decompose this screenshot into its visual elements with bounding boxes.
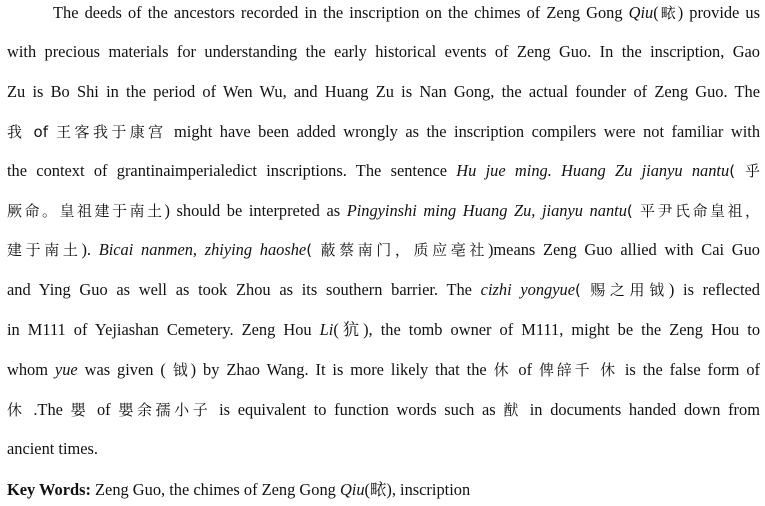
italic-term: Pingyinshi ming Huang Zu, jianyu nantu [346, 201, 627, 220]
keywords-text: Zeng Guo, the chimes of Zeng Gong [90, 480, 340, 499]
chinese-phrase: 嬰余孺小子 [118, 401, 212, 419]
text-run: )means Zeng Guo allied with Cai Guo [487, 240, 760, 259]
text-run: and Ying Guo as well as took Zhou as its southern barrier. The [7, 280, 481, 299]
chinese-phrase: 建于南土 [7, 241, 82, 259]
italic-term: cizhi yongyue [480, 280, 575, 299]
text-run: was given ( [77, 360, 173, 379]
abstract-line-12 [7, 437, 760, 461]
abstract-line-1 [53, 1, 760, 25]
keywords-text: (畩), inscription [364, 480, 471, 499]
text-run: The deeds of the ancestors recorded in the inscription on the chimes of Zeng Gong [53, 3, 629, 22]
text-run: ) is reflected [668, 280, 760, 299]
abstract-line-2 [7, 40, 760, 64]
text-run: the context of grantinaimperialedict inscriptions. The sentence [7, 161, 457, 180]
chinese-character: 畩 [658, 4, 678, 22]
text-run: ancient times. [7, 439, 99, 458]
chinese-phrase: ( 乎 [729, 162, 760, 180]
text-run: ) by Zhao Wang. It is more likely that the [190, 360, 494, 379]
text-run: might have been added wrongly as the inscription compilers were not familiar with [166, 122, 760, 141]
text-run: in M111 of Yejiashan Cemetery. Zeng Hou [7, 320, 320, 339]
italic-term: Hu jue ming. Huang Zu jianyu nantu [456, 161, 730, 180]
abstract-line-3 [7, 80, 760, 104]
abstract-line-7 [7, 238, 760, 262]
abstract-line-11 [7, 398, 760, 422]
italic-term: yue [54, 360, 78, 379]
abstract-line-10 [7, 358, 760, 382]
text-run: ). [81, 240, 99, 259]
chinese-phrase: ( 蔽蔡南门，质应亳社 [306, 241, 488, 259]
abstract-line-9 [7, 318, 760, 342]
abstract-line-8 [7, 278, 760, 302]
italic-term: Qiu [339, 480, 365, 499]
text-run: Zu is Bo Shi in the period of Wen Wu, and Huang Zu is Nan Gong, the actual founder of Zeng Guo. The [7, 82, 760, 101]
text-run: .The [25, 400, 71, 419]
text-run: is equivalent to function words such as [211, 400, 504, 419]
chinese-phrase: 厥命。皇祖建于南土 [7, 202, 165, 220]
italic-term: Bicai nanmen, zhiying haoshe [98, 240, 307, 259]
text-run: (犺), the tomb owner of M111, might be the Zeng Hou to [333, 320, 760, 339]
chinese-phrase: ( 平尹氏命皇祖， [626, 202, 760, 220]
text-run: ) should be interpreted as [164, 201, 347, 220]
keywords-label: Key Words: [7, 480, 91, 499]
text-run: of [89, 400, 119, 419]
abstract-line-6 [7, 199, 760, 223]
italic-term: Li [319, 320, 334, 339]
keywords-line [7, 478, 760, 502]
chinese-character: 休 [7, 401, 26, 419]
text-run: ( [653, 3, 659, 22]
chinese-phrase: 俾辝千 休 [538, 361, 618, 379]
chinese-character: 休 [493, 361, 512, 379]
chinese-phrase: 我 of 王客我于康宫 [7, 123, 167, 141]
text-run: with precious materials for understanding the early historical events of Zeng Guo. In the inscription, Gao [7, 42, 760, 61]
chinese-phrase: ( 赐之用钺 [574, 281, 669, 299]
chinese-character: 猷 [503, 401, 523, 419]
text-run: whom [7, 360, 55, 379]
abstract-line-5 [7, 159, 760, 183]
text-run: of [511, 360, 539, 379]
chinese-character: 嬰 [70, 401, 90, 419]
abstract-line-4 [7, 120, 760, 144]
chinese-character: 钺 [172, 361, 191, 379]
text-run: is the false form of [617, 360, 760, 379]
text-run: in documents handed down from [522, 400, 760, 419]
italic-term: Qiu [628, 3, 654, 22]
text-run: ) provide us [677, 3, 760, 22]
